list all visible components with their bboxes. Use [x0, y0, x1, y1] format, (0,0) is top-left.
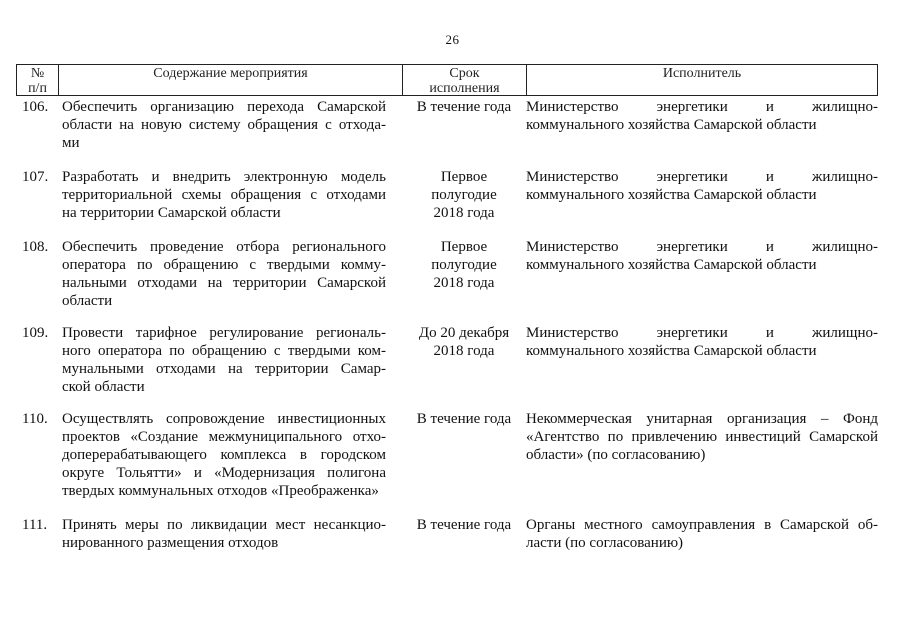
page-number: 26 — [445, 32, 460, 47]
row-term-line: полугодие — [431, 187, 497, 203]
row-executor-line: Министерство энергетики и жилищно- — [526, 169, 878, 185]
row-executor-line: Министерство энергетики и жилищно- — [526, 99, 878, 115]
row-content-line: нальными отходами на территории Самарской — [62, 275, 386, 291]
row-term-line: В течение года — [416, 517, 512, 533]
row-content-line: области — [62, 293, 113, 309]
row-executor — [526, 168, 878, 204]
row-executor-line: Министерство энергетики и жилищно- — [526, 239, 878, 255]
row-executor-line: «Агентство по привлечению инвестиций Самарской — [526, 429, 878, 445]
row-content-line: нированного размещения отходов — [62, 535, 279, 551]
row-content — [62, 516, 386, 552]
row-executor — [526, 238, 878, 274]
row-content-line: округе Тольятти» и «Модернизация полигона — [62, 465, 386, 481]
row-content-line: Обеспечить организацию перехода Самарской — [62, 99, 386, 115]
header-term-line2: исполнения — [429, 81, 500, 96]
row-term-line: До 20 декабря — [418, 325, 510, 341]
header-term-line1: Срок — [449, 66, 480, 81]
row-term — [402, 516, 526, 534]
row-term — [402, 410, 526, 428]
header-number-line2: п/п — [28, 81, 47, 96]
row-content-line: ного оператора по обращению с твердыми ком- — [62, 343, 386, 359]
header-number-column — [17, 65, 59, 95]
row-content-line: на территории Самарской области — [62, 205, 281, 221]
header-executor-column — [527, 65, 877, 95]
row-term — [402, 98, 526, 116]
row-content-line: Разработать и внедрить электронную модель — [62, 169, 386, 185]
row-term-line: полугодие — [431, 257, 497, 273]
row-term-line: В течение года — [416, 411, 512, 427]
row-content-line: ской области — [62, 379, 145, 395]
row-executor-line: коммунального хозяйства Самарской области — [526, 343, 817, 359]
row-executor — [526, 410, 878, 464]
row-executor-line: Министерство энергетики и жилищно- — [526, 325, 878, 341]
row-content-line: ми — [62, 135, 80, 151]
row-content-line: области на новую систему обращения с отхода- — [62, 117, 386, 133]
header-term-column — [403, 65, 527, 95]
row-term-line: 2018 года — [433, 205, 495, 221]
row-term-line: 2018 года — [433, 343, 495, 359]
row-term-line: 2018 года — [433, 275, 495, 291]
row-content-line: твердых коммунальных отходов «Преображенка» — [62, 483, 379, 499]
row-term — [402, 168, 526, 222]
row-executor-line: коммунального хозяйства Самарской области — [526, 187, 817, 203]
row-content — [62, 410, 386, 500]
row-number: 111. — [22, 517, 48, 533]
row-executor — [526, 516, 878, 552]
row-executor — [526, 324, 878, 360]
header-content-column — [59, 65, 403, 95]
row-content-line: проектов «Создание межмуниципального отхо- — [62, 429, 386, 445]
header-number-line1: № — [30, 66, 45, 81]
row-content-line: мунальными отходами на территории Самар- — [62, 361, 386, 377]
row-content-line: оператора по обращению с твердыми комму- — [62, 257, 386, 273]
row-content — [62, 238, 386, 310]
header-executor-label: Исполнитель — [662, 66, 742, 81]
row-term-line: Первое — [440, 239, 488, 255]
row-number: 106. — [22, 99, 49, 115]
row-term — [402, 324, 526, 360]
row-content — [62, 98, 386, 152]
row-number: 107. — [22, 169, 49, 185]
table-header — [16, 64, 878, 96]
row-number: 108. — [22, 239, 49, 255]
row-term — [402, 238, 526, 292]
row-term-line: Первое — [440, 169, 488, 185]
row-executor — [526, 98, 878, 134]
header-content-label: Содержание мероприятия — [153, 66, 308, 81]
row-content — [62, 168, 386, 222]
row-number: 109. — [22, 325, 49, 341]
row-content — [62, 324, 386, 396]
row-executor-line: ласти (по согласованию) — [526, 535, 684, 551]
row-content-line: Осуществлять сопровождение инвестиционных — [62, 411, 386, 427]
row-content-line: Обеспечить проведение отбора регионального — [62, 239, 386, 255]
row-content-line: Принять меры по ликвидации мест несанкцио- — [62, 517, 386, 533]
row-content-line: территориальной схемы обращения с отходами — [62, 187, 386, 203]
row-number: 110. — [22, 411, 48, 427]
row-content-line: Провести тарифное регулирование региональ- — [62, 325, 386, 341]
row-executor-line: Органы местного самоуправления в Самарской об- — [526, 517, 878, 533]
row-executor-line: области» (по согласованию) — [526, 447, 706, 463]
row-executor-line: коммунального хозяйства Самарской области — [526, 257, 817, 273]
row-executor-line: коммунального хозяйства Самарской области — [526, 117, 817, 133]
row-term-line: В течение года — [416, 99, 512, 115]
row-content-line: доперерабатывающего комплекса в городском — [62, 447, 386, 463]
row-executor-line: Некоммерческая унитарная организация – Фонд — [526, 411, 878, 427]
